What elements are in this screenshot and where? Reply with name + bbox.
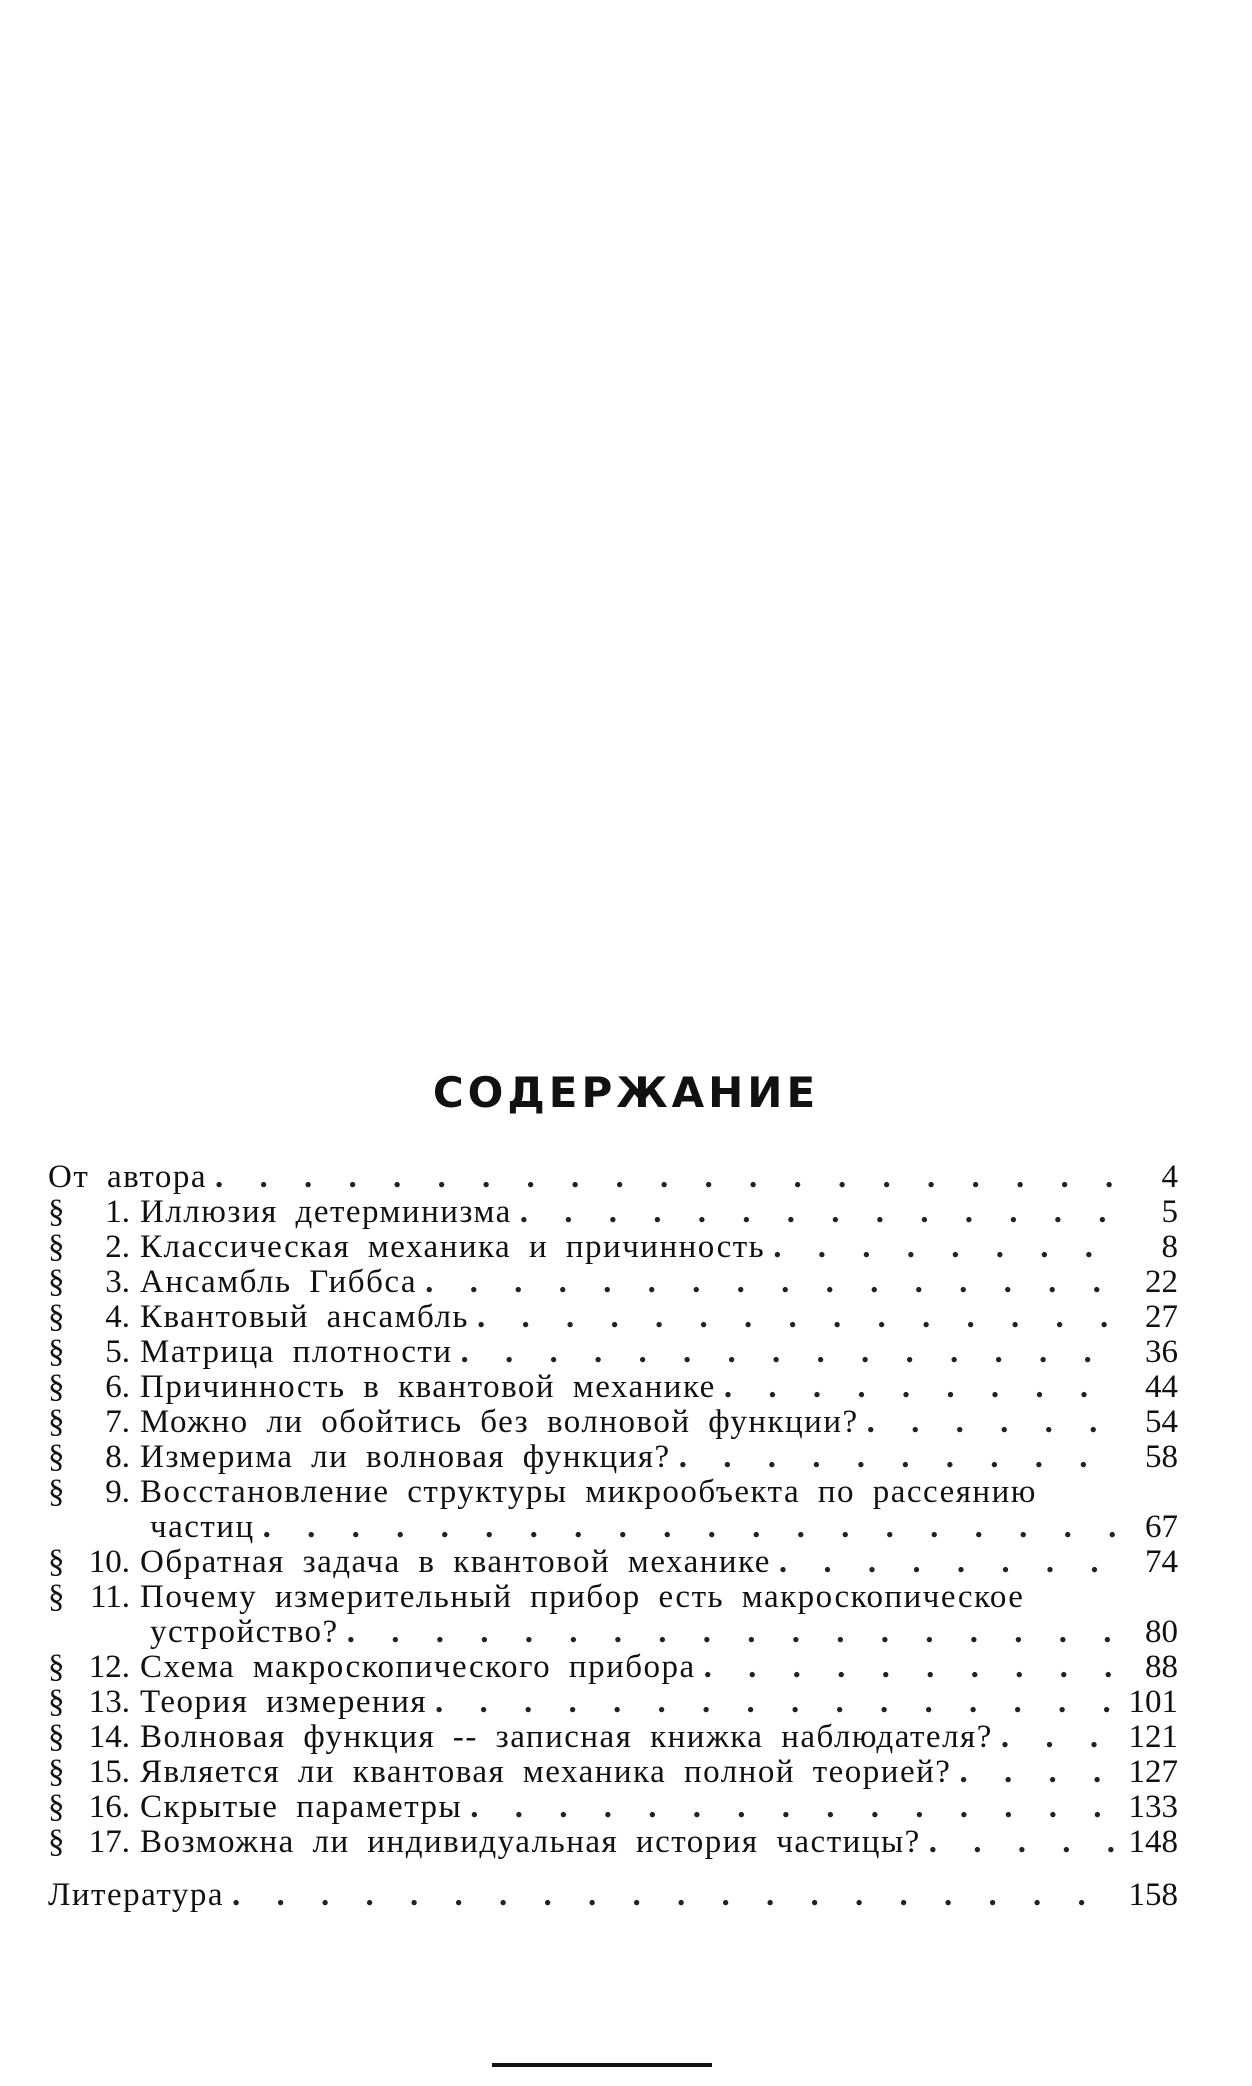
- toc-entry-label-continuation: частиц: [150, 1509, 255, 1545]
- toc-entry-section-11: [48, 1580, 1178, 1615]
- dot-leader: [773, 1230, 1124, 1265]
- section-sign: §: [48, 1544, 65, 1580]
- section-number: 10.: [88, 1544, 130, 1580]
- toc-page-number: 27: [1145, 1299, 1178, 1335]
- toc-page-number: 5: [1161, 1194, 1178, 1230]
- section-number: 15.: [88, 1754, 130, 1790]
- section-sign: §: [48, 1299, 65, 1335]
- section-sign: §: [48, 1474, 65, 1510]
- toc-page-number: 22: [1145, 1264, 1178, 1300]
- dot-leader: [435, 1685, 1120, 1720]
- dot-leader: [520, 1195, 1124, 1230]
- toc-entry-section-5: [48, 1335, 1178, 1370]
- section-number: 2.: [105, 1229, 130, 1265]
- section-sign: §: [48, 1789, 65, 1825]
- section-number: 4.: [105, 1299, 130, 1335]
- section-sign: §: [48, 1334, 65, 1370]
- dot-leader: [779, 1545, 1124, 1580]
- dot-leader: [470, 1790, 1120, 1825]
- toc-entry-label: Восстановление структуры микрообъекта по рассеянию: [140, 1474, 1037, 1510]
- section-number: 17.: [88, 1824, 130, 1860]
- section-sign: §: [48, 1369, 65, 1405]
- toc-page-number: 74: [1145, 1544, 1178, 1580]
- toc-page-number: 158: [1128, 1877, 1178, 1913]
- dot-leader: [867, 1405, 1124, 1440]
- toc-entry-section-9-continuation: [48, 1510, 1178, 1545]
- dot-leader: [1001, 1720, 1121, 1755]
- toc-entry-label: Волновая функция -- записная книжка наблюдателя?: [140, 1719, 993, 1755]
- toc-entry-section-9: [48, 1475, 1178, 1510]
- toc-entry-label: Обратная задача в квантовой механике: [140, 1544, 771, 1580]
- dot-leader: [929, 1825, 1121, 1860]
- dot-leader: [425, 1265, 1124, 1300]
- dot-leader: [232, 1878, 1120, 1913]
- toc-entry-label: От автора: [48, 1159, 208, 1195]
- toc-entry-section-4: [48, 1300, 1178, 1335]
- toc-entry-label: Теория измерения: [140, 1684, 428, 1720]
- end-rule-divider: [492, 2063, 712, 2067]
- section-sign: §: [48, 1439, 65, 1475]
- toc-entry-label: Является ли квантовая механика полной теорией?: [140, 1754, 952, 1790]
- page-title: СОДЕРЖАНИЕ: [432, 1068, 820, 1117]
- section-sign: §: [48, 1264, 65, 1300]
- section-sign: §: [48, 1194, 65, 1230]
- toc-entry-label: Измерима ли волновая функция?: [140, 1439, 671, 1475]
- section-number: 16.: [88, 1789, 130, 1825]
- toc-entry-section-12: [48, 1650, 1178, 1685]
- dot-leader: [724, 1370, 1124, 1405]
- toc-entry-section-16: [48, 1790, 1178, 1825]
- section-sign: §: [48, 1579, 65, 1615]
- toc-entry-section-13: [48, 1685, 1178, 1720]
- toc-entry-section-3: [48, 1265, 1178, 1300]
- section-sign: §: [48, 1404, 65, 1440]
- section-number: 5.: [105, 1334, 130, 1370]
- dot-leader: [215, 1160, 1124, 1195]
- section-number: 12.: [88, 1649, 130, 1685]
- toc-entry-label: Схема макроскопического прибора: [140, 1649, 696, 1685]
- toc-entry-label: Классическая механика и причинность: [140, 1229, 766, 1265]
- table-of-contents: [48, 1160, 1178, 1913]
- toc-page-number: 44: [1145, 1369, 1178, 1405]
- section-sign: §: [48, 1824, 65, 1860]
- toc-page-number: 54: [1145, 1404, 1178, 1440]
- toc-entry-label: Квантовый ансамбль: [140, 1299, 469, 1335]
- toc-entry-section-1: [48, 1195, 1178, 1230]
- dot-leader: [679, 1440, 1124, 1475]
- dot-leader: [477, 1300, 1124, 1335]
- toc-entry-label: Иллюзия детерминизма: [140, 1194, 512, 1230]
- section-number: 7.: [105, 1404, 130, 1440]
- section-number: 9.: [105, 1474, 130, 1510]
- section-sign: §: [48, 1649, 65, 1685]
- toc-entry-section-6: [48, 1370, 1178, 1405]
- dot-leader: [263, 1510, 1124, 1545]
- toc-entry-label: Ансамбль Гиббса: [140, 1264, 418, 1300]
- toc-entry-label: Возможна ли индивидуальная история частицы?: [140, 1824, 921, 1860]
- toc-entry-section-7: [48, 1405, 1178, 1440]
- toc-entry-section-15: [48, 1755, 1178, 1790]
- dot-leader: [461, 1335, 1124, 1370]
- toc-entry-section-10: [48, 1545, 1178, 1580]
- toc-entry-section-14: [48, 1720, 1178, 1755]
- toc-entry-label: Матрица плотности: [140, 1334, 453, 1370]
- section-number: 8.: [105, 1439, 130, 1475]
- toc-entry-label-continuation: устройство?: [150, 1614, 339, 1650]
- section-number: 6.: [105, 1369, 130, 1405]
- toc-entry-label: Почему измерительный прибор есть макроскопическое: [140, 1579, 1025, 1615]
- dot-leader: [704, 1650, 1124, 1685]
- toc-page-number: 80: [1145, 1614, 1178, 1650]
- section-number: 11.: [89, 1579, 130, 1615]
- section-sign: §: [48, 1719, 65, 1755]
- toc-entry-label: Литература: [48, 1877, 225, 1913]
- toc-page-number: 58: [1145, 1439, 1178, 1475]
- toc-page-number: 88: [1145, 1649, 1178, 1685]
- toc-entry-label: Скрытые параметры: [140, 1789, 463, 1825]
- toc-entry-preface: [48, 1160, 1178, 1195]
- toc-page-number: 101: [1128, 1684, 1178, 1720]
- section-sign: §: [48, 1684, 65, 1720]
- toc-entry-section-8: [48, 1440, 1178, 1475]
- toc-page-number: 133: [1128, 1789, 1178, 1825]
- toc-page-number: 36: [1145, 1334, 1178, 1370]
- toc-entry-section-2: [48, 1230, 1178, 1265]
- section-number: 3.: [105, 1264, 130, 1300]
- toc-page-number: 67: [1145, 1509, 1178, 1545]
- toc-entry-label: Причинность в квантовой механике: [140, 1369, 716, 1405]
- dot-leader: [347, 1615, 1124, 1650]
- toc-entry-section-11-continuation: [48, 1615, 1178, 1650]
- section-sign: §: [48, 1229, 65, 1265]
- toc-page-number: 4: [1161, 1159, 1178, 1195]
- section-number: 1.: [105, 1194, 130, 1230]
- toc-page-number: 8: [1161, 1229, 1178, 1265]
- toc-page-number: 121: [1128, 1719, 1178, 1755]
- toc-entry-label: Можно ли обойтись без волновой функции?: [140, 1404, 859, 1440]
- section-number: 14.: [88, 1719, 130, 1755]
- section-number: 13.: [88, 1684, 130, 1720]
- section-sign: §: [48, 1754, 65, 1790]
- toc-page-number: 148: [1128, 1824, 1178, 1860]
- dot-leader: [959, 1755, 1120, 1790]
- toc-page-number: 127: [1128, 1754, 1178, 1790]
- toc-entry-literature: [48, 1878, 1178, 1913]
- toc-entry-section-17: [48, 1825, 1178, 1860]
